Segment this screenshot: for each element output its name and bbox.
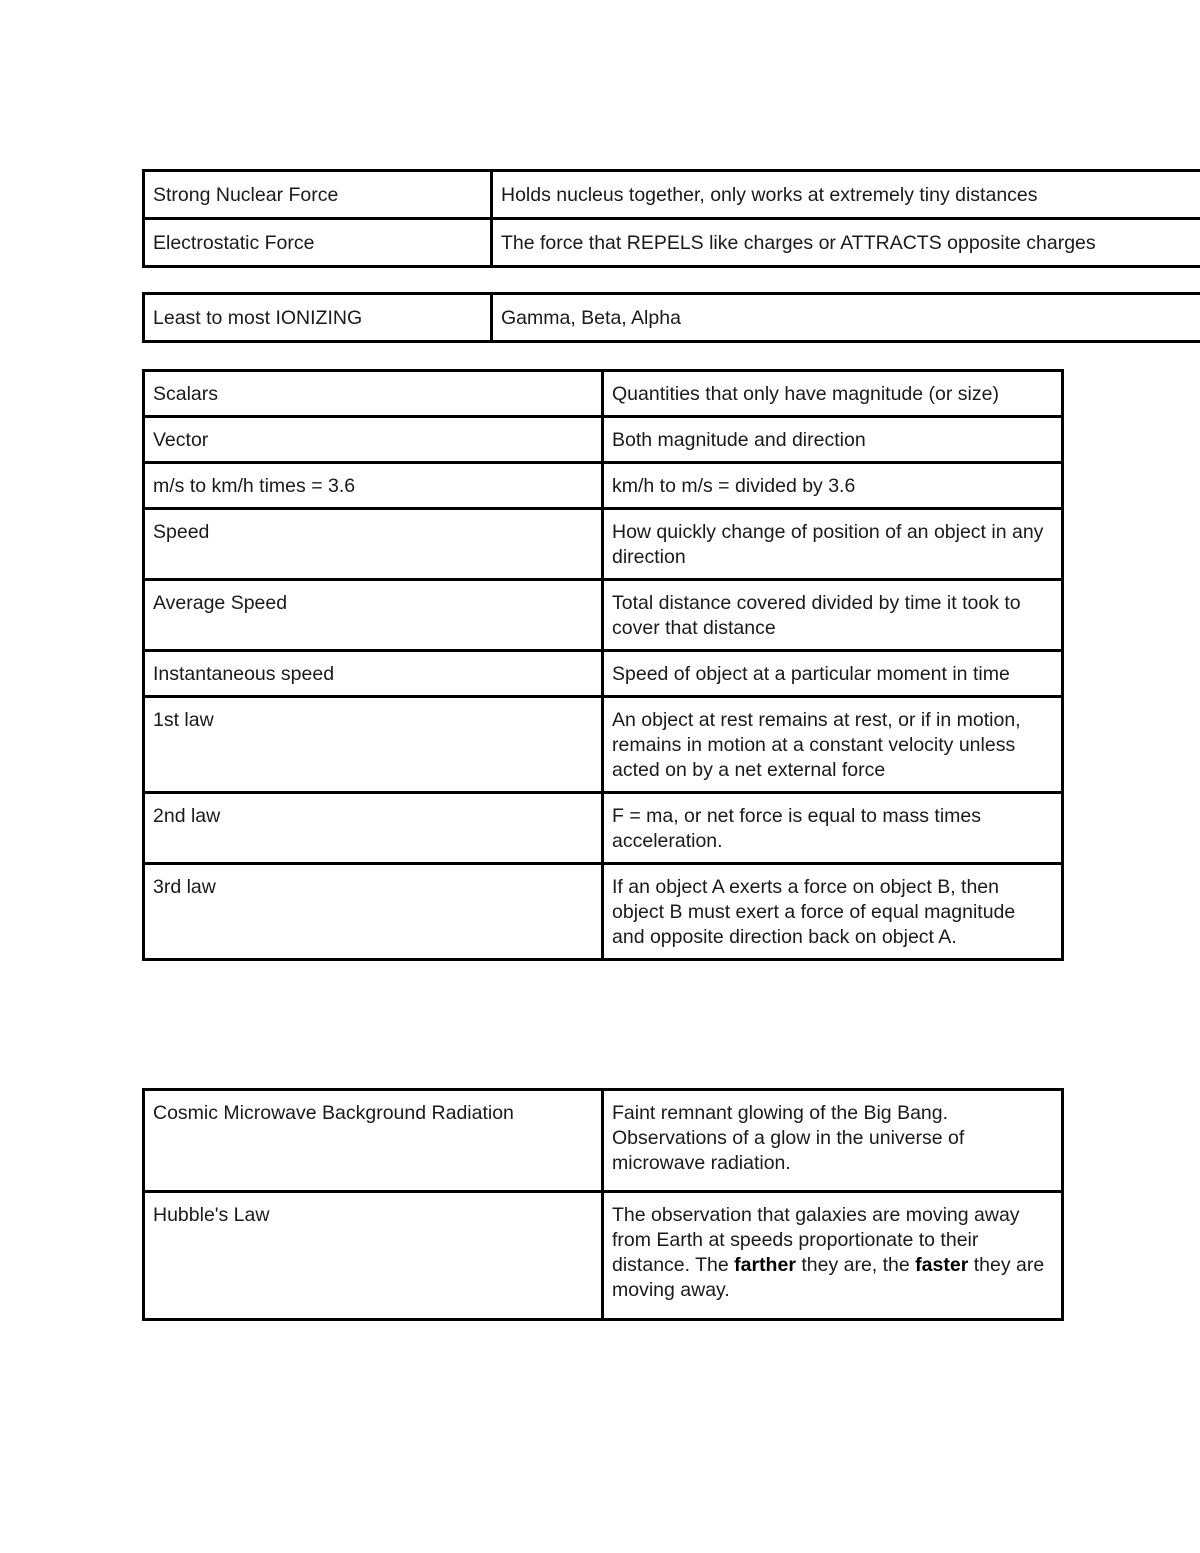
term-cell: Vector (144, 417, 603, 463)
definition-text: they are moving away. (612, 1254, 1045, 1301)
term-cell: Average Speed (144, 580, 603, 651)
table-row (144, 651, 1063, 697)
forces-table (142, 169, 1200, 268)
definition-cell: An object at rest remains at rest, or if in motion, remains in motion at a constant velocity unless acted on by a net external force (603, 697, 1063, 793)
definition-cell: Gamma, Beta, Alpha (492, 294, 1200, 342)
emphasis-text: faster (915, 1254, 969, 1276)
term-cell: 1st law (144, 697, 603, 793)
table-row (144, 580, 1063, 651)
term-cell: 3rd law (144, 864, 603, 960)
term-cell: Scalars (144, 371, 603, 417)
definition-text: they are, the (795, 1254, 916, 1276)
term-cell: Speed (144, 509, 603, 580)
table-row (144, 294, 1200, 342)
cosmology-table (142, 1088, 1064, 1321)
definition-cell: km/h to m/s = divided by 3.6 (603, 463, 1063, 509)
term-cell: Least to most IONIZING (144, 294, 492, 342)
definition-cell: How quickly change of position of an object in any direction (603, 509, 1063, 580)
term-cell: m/s to km/h times = 3.6 (144, 463, 603, 509)
definition-cell: The force that REPELS like charges or ATTRACTS opposite charges (492, 219, 1200, 267)
table-row (144, 864, 1063, 960)
definition-cell: Total distance covered divided by time it took to cover that distance (603, 580, 1063, 651)
table-row (144, 417, 1063, 463)
table-row (144, 793, 1063, 864)
definition-cell (603, 1192, 1063, 1320)
definition-cell: F = ma, or net force is equal to mass times acceleration. (603, 793, 1063, 864)
table-row (144, 371, 1063, 417)
table-row (144, 1090, 1063, 1192)
ionizing-table (142, 292, 1200, 343)
table-row (144, 219, 1200, 267)
definition-cell: Quantities that only have magnitude (or size) (603, 371, 1063, 417)
definition-cell: If an object A exerts a force on object B, then object B must exert a force of equal magnitude and opposite direction back on object A. (603, 864, 1063, 960)
emphasis-text: farther (734, 1254, 796, 1276)
definition-text: The observation that galaxies are moving away from Earth at speeds proportionate to their distance. The (612, 1204, 1020, 1276)
table-row (144, 509, 1063, 580)
definition-cell: Holds nucleus together, only works at extremely tiny distances (492, 171, 1200, 219)
motion-table (142, 369, 1064, 961)
term-cell: Cosmic Microwave Background Radiation (144, 1090, 603, 1192)
definition-cell: Both magnitude and direction (603, 417, 1063, 463)
definition-cell: Faint remnant glowing of the Big Bang. Observations of a glow in the universe of microwave radiation. (603, 1090, 1063, 1192)
definition-cell: Speed of object at a particular moment in time (603, 651, 1063, 697)
term-cell: Electrostatic Force (144, 219, 492, 267)
term-cell: Strong Nuclear Force (144, 171, 492, 219)
term-cell: Instantaneous speed (144, 651, 603, 697)
table-row (144, 171, 1200, 219)
table-row (144, 463, 1063, 509)
table-row (144, 697, 1063, 793)
table-row (144, 1192, 1063, 1320)
term-cell: Hubble's Law (144, 1192, 603, 1320)
term-cell: 2nd law (144, 793, 603, 864)
